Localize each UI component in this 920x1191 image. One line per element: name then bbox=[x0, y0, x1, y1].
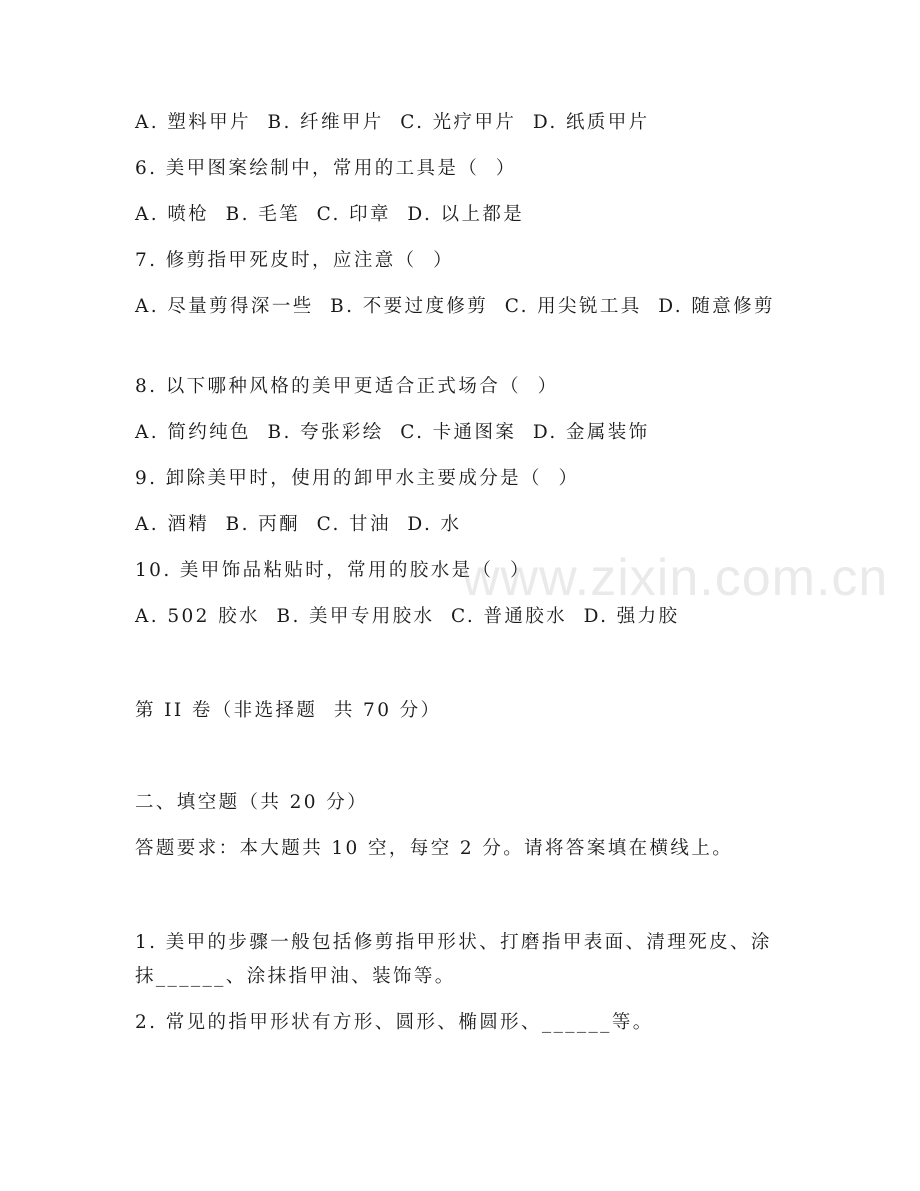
section-heading-fill-blank: 二、填空题（共 20 分） bbox=[135, 792, 369, 813]
q8-options: A. 简约纯色 B. 夸张彩绘 C. 卡通图案 D. 金属装饰 bbox=[135, 422, 650, 443]
q9-options: A. 酒精 B. 丙酮 C. 甘油 D. 水 bbox=[135, 514, 462, 535]
q8-question: 8. 以下哪种风格的美甲更适合正式场合（ ） bbox=[135, 376, 559, 397]
q10-question: 10. 美甲饰品粘贴时，常用的胶水是（ ） bbox=[135, 560, 531, 581]
q10-options: A. 502 胶水 B. 美甲专用胶水 C. 普通胶水 D. 强力胶 bbox=[135, 606, 680, 627]
fill-blank-q2: 2. 常见的指甲形状有方形、圆形、椭圆形、______等。 bbox=[135, 1012, 654, 1033]
q6-question: 6. 美甲图案绘制中，常用的工具是（ ） bbox=[135, 158, 517, 179]
watermark: www.zixin.com.cn bbox=[462, 549, 889, 607]
section-heading-part-ii: 第 II 卷（非选择题 共 70 分） bbox=[135, 700, 442, 721]
q7-options: A. 尽量剪得深一些 B. 不要过度修剪 C. 用尖锐工具 D. 随意修剪 bbox=[135, 296, 775, 317]
q7-question: 7. 修剪指甲死皮时，应注意（ ） bbox=[135, 250, 454, 271]
q5-options: A. 塑料甲片 B. 纤维甲片 C. 光疗甲片 D. 纸质甲片 bbox=[135, 112, 650, 133]
fill-blank-instructions: 答题要求：本大题共 10 空，每空 2 分。请将答案填在横线上。 bbox=[135, 838, 734, 859]
fill-blank-q1: 1. 美甲的步骤一般包括修剪指甲形状、打磨指甲表面、清理死皮、涂抹______、涂抹指甲油、装饰等。 bbox=[135, 932, 772, 987]
q6-options: A. 喷枪 B. 毛笔 C. 印章 D. 以上都是 bbox=[135, 204, 525, 225]
q9-question: 9. 卸除美甲时，使用的卸甲水主要成分是（ ） bbox=[135, 468, 580, 489]
